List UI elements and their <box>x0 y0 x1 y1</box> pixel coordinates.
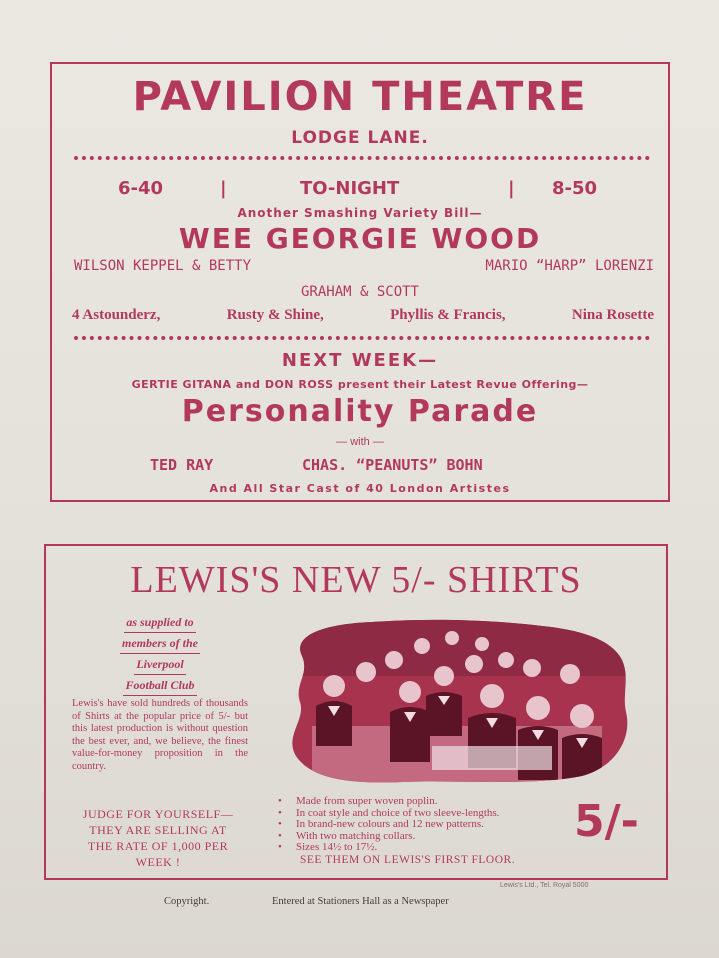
copyright-notice: Copyright. <box>164 896 210 907</box>
star-divider-top <box>74 156 650 166</box>
judge-line: THE RATE OF 1,000 PER <box>87 839 229 853</box>
separator-left: | <box>220 178 227 199</box>
registration-notice: Entered at Stationers Hall as a Newspaper <box>272 896 449 907</box>
with-label: — with — <box>336 436 384 448</box>
act-mario-lorenzi: MARIO “HARP” LORENZI <box>485 258 654 274</box>
feature-item: • Made from super woven poplin. <box>278 796 568 808</box>
feature-item: • With two matching collars. <box>278 831 568 843</box>
act-item: Nina Rosette <box>571 307 654 323</box>
star-chas-bohn: CHAS. “PEANUTS” BOHN <box>302 456 483 474</box>
feature-list <box>278 796 568 854</box>
lewis-advert <box>44 544 668 880</box>
theatre-address: LODGE LANE. <box>291 128 429 148</box>
price-tag: 5/- <box>574 796 639 847</box>
judge-line: THEY ARE SELLING AT <box>89 823 227 837</box>
advertiser-credit: Lewis's Ltd., Tel. Royal 5000 <box>500 882 589 889</box>
judge-block <box>68 806 248 870</box>
supplied-line: Football Club <box>123 675 196 696</box>
act-graham-scott: GRAHAM & SCOTT <box>300 284 419 300</box>
act-item: Rusty & Shine, <box>226 307 324 323</box>
showtime-early: 6-40 <box>118 178 164 199</box>
acts-list <box>72 307 654 324</box>
act-wilson-keppel-betty: WILSON KEPPEL & BETTY <box>74 258 252 274</box>
separator-right: | <box>508 178 515 199</box>
theatre-advert <box>50 62 670 502</box>
variety-bill-label: Another Smashing Variety Bill— <box>237 206 483 220</box>
judge-line: WEEK ! <box>135 855 181 869</box>
lewis-headline: LEWIS'S NEW 5/- SHIRTS <box>130 559 582 601</box>
star-ted-ray: TED RAY <box>150 456 214 474</box>
store-location: SEE THEM ON LEWIS'S FIRST FLOOR. <box>300 854 516 866</box>
feature-item: • Sizes 14½ to 17½. <box>278 842 568 854</box>
football-team-photo <box>282 616 632 786</box>
headliner: WEE GEORGIE WOOD <box>178 222 542 255</box>
judge-line: JUDGE FOR YOURSELF— <box>82 807 234 821</box>
cast-line: And All Star Cast of 40 London Artistes <box>209 482 511 495</box>
next-week-heading: NEXT WEEK— <box>281 350 439 371</box>
revue-title: Personality Parade <box>181 394 539 429</box>
revue-presenters: GERTIE GITANA and DON ROSS present their Latest Revue Offering— <box>131 378 589 391</box>
showtime-late: 8-50 <box>552 178 598 199</box>
tonight-label: TO-NIGHT <box>300 178 400 199</box>
act-item: 4 Astounderz, <box>72 307 161 323</box>
supplied-line: members of the <box>120 633 200 654</box>
supplied-line: as supplied to <box>124 612 195 633</box>
supplied-line: Liverpool <box>134 654 185 675</box>
theatre-title: PAVILION THEATRE <box>132 74 588 120</box>
star-divider-bottom <box>74 336 650 346</box>
act-item: Phyllis & Francis, <box>390 307 506 323</box>
supplied-to-block <box>100 612 220 696</box>
feature-item: • In brand-new colours and 12 new patterns. <box>278 819 568 831</box>
advert-body-copy: Lewis's have sold hundreds of thousands of Shirts at the popular price of 5/- but this latest production is without question the best ever, and, we believe, the finest value-for-money proposition in the country. <box>72 698 248 772</box>
feature-item: • In coat style and choice of two sleeve-lengths. <box>278 808 568 820</box>
